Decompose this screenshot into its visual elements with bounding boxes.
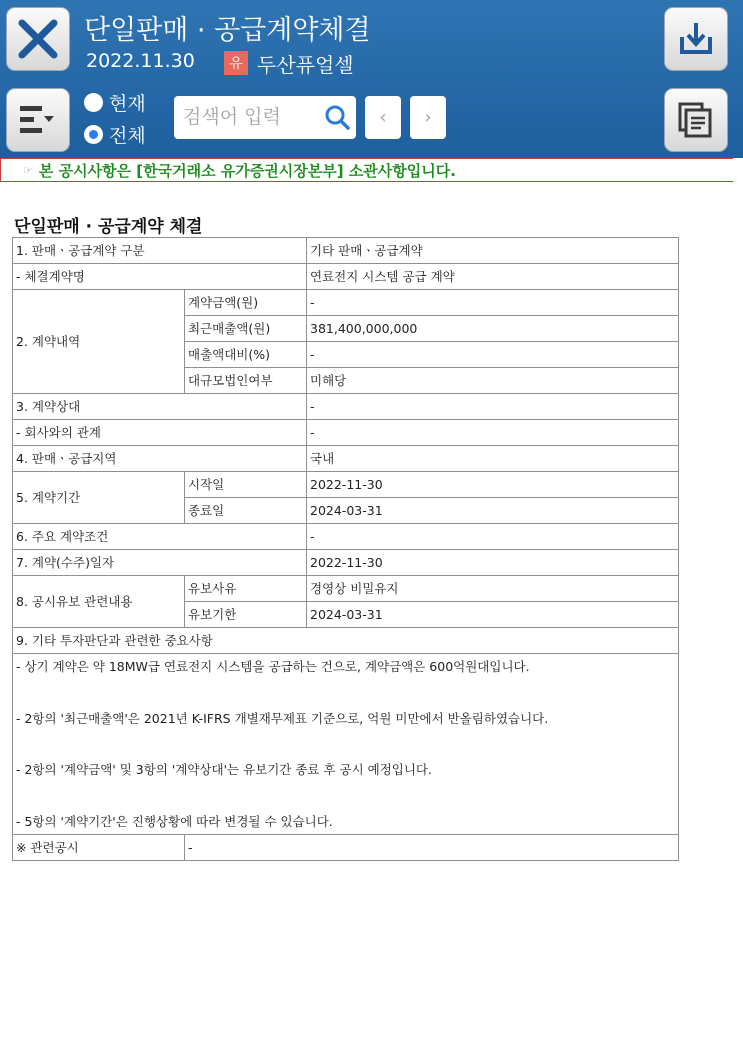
row-label: 7. 계약(수주)일자: [13, 550, 307, 576]
row-value: 연료전지 시스템 공급 계약: [307, 264, 679, 290]
app-header: [0, 0, 743, 158]
copy-pages-icon: [676, 100, 716, 140]
menu-icon: [16, 100, 60, 140]
table-row: [13, 394, 679, 420]
table-row: [13, 264, 679, 290]
row-value: -: [307, 524, 679, 550]
radio-all-label: 전체: [109, 125, 146, 147]
note-paragraph: - 5항의 '계약기간'은 진행상황에 따라 변경될 수 있습니다.: [16, 813, 333, 829]
radio-all[interactable]: [84, 121, 146, 148]
row-label: - 회사와의 관계: [13, 420, 307, 446]
menu-button[interactable]: [6, 88, 70, 152]
chevron-left-icon: ‹: [379, 107, 387, 128]
notes-cell: [13, 654, 679, 835]
market-badge: 유: [224, 51, 248, 75]
note-paragraph: - 2항의 '계약금액' 및 3항의 '계약상대'는 유보기간 종료 후 공시 예정입니다.: [16, 762, 432, 777]
notice-bar: [0, 158, 733, 182]
row-value: -: [185, 835, 679, 861]
row-value: -: [307, 342, 679, 368]
notice-text: 본 공시사항은 [한국거래소 유가증권시장본부] 소관사항입니다.: [38, 161, 456, 180]
radio-current-label: 현재: [109, 93, 146, 115]
row-label: 4. 판매ㆍ공급지역: [13, 446, 307, 472]
row-label: 2. 계약내역: [13, 290, 185, 394]
table-row: [13, 628, 679, 654]
sub-label: 종료일: [185, 498, 307, 524]
table-row: [13, 446, 679, 472]
table-row: [13, 550, 679, 576]
next-button[interactable]: [410, 96, 446, 139]
row-value: -: [307, 290, 679, 316]
sub-label: 유보사유: [185, 576, 307, 602]
download-button[interactable]: [664, 7, 728, 71]
company-name: 두산퓨얼셀: [257, 53, 354, 77]
sub-label: 최근매출액(원): [185, 316, 307, 342]
row-label: 9. 기타 투자판단과 관련한 중요사항: [13, 628, 679, 654]
row-label: 8. 공시유보 관련내용: [13, 576, 185, 628]
table-row: [13, 238, 679, 264]
note-paragraph: - 상기 계약은 약 18MW급 연료전지 시스템을 공급하는 건으로, 계약금액은 600억원대입니다.: [16, 659, 530, 674]
radio-current-circle[interactable]: [84, 93, 103, 112]
row-label: 3. 계약상대: [13, 394, 307, 420]
search-input[interactable]: [174, 96, 323, 137]
row-value: 경영상 비밀유지: [307, 576, 679, 602]
radio-current[interactable]: [84, 89, 146, 116]
radio-all-circle[interactable]: [84, 125, 103, 144]
close-button[interactable]: [6, 7, 70, 71]
chevron-right-icon: ›: [424, 107, 432, 128]
disclosure-table: [12, 237, 679, 861]
row-value: -: [307, 394, 679, 420]
disclosure-date: 2022.11.30: [86, 50, 195, 72]
document-title: 단일판매 · 공급계약 체결: [14, 217, 203, 237]
row-label: ※ 관련공시: [13, 835, 185, 861]
row-value: 기타 판매ㆍ공급계약: [307, 238, 679, 264]
note-paragraph: - 2항의 '최근매출액'은 2021년 K-IFRS 개별재무제표 기준으로, 억원 미만에서 반올림하였습니다.: [16, 710, 549, 726]
table-row: [13, 835, 679, 861]
prev-button[interactable]: [365, 96, 401, 139]
row-value: 2024-03-31: [307, 602, 679, 628]
copy-button[interactable]: [664, 88, 728, 152]
row-label: 5. 계약기간: [13, 472, 185, 524]
table-row: [13, 524, 679, 550]
table-row: [13, 576, 679, 602]
row-label: 1. 판매ㆍ공급계약 구분: [13, 238, 307, 264]
row-value: -: [307, 420, 679, 446]
row-value: 2022-11-30: [307, 472, 679, 498]
row-value: 381,400,000,000: [307, 316, 679, 342]
page-title: 단일판매 · 공급계약체결: [84, 15, 371, 46]
sub-label: 매출액대비(%): [185, 342, 307, 368]
row-value: 2022-11-30: [307, 550, 679, 576]
row-label: 6. 주요 계약조건: [13, 524, 307, 550]
download-icon: [676, 19, 716, 59]
search-box: [174, 96, 356, 139]
row-label: - 체결계약명: [13, 264, 307, 290]
row-value: 2024-03-31: [307, 498, 679, 524]
table-row: [13, 290, 679, 316]
sub-label: 유보기한: [185, 602, 307, 628]
table-row: [13, 654, 679, 835]
search-icon[interactable]: [324, 104, 350, 130]
radio-selected-dot: [89, 130, 98, 139]
row-value: 국내: [307, 446, 679, 472]
close-icon: [16, 17, 60, 61]
sub-label: 시작일: [185, 472, 307, 498]
notice-icon: ☞: [23, 163, 33, 177]
sub-label: 계약금액(원): [185, 290, 307, 316]
row-value: 미해당: [307, 368, 679, 394]
sub-label: 대규모법인여부: [185, 368, 307, 394]
table-row: [13, 472, 679, 498]
table-row: [13, 420, 679, 446]
